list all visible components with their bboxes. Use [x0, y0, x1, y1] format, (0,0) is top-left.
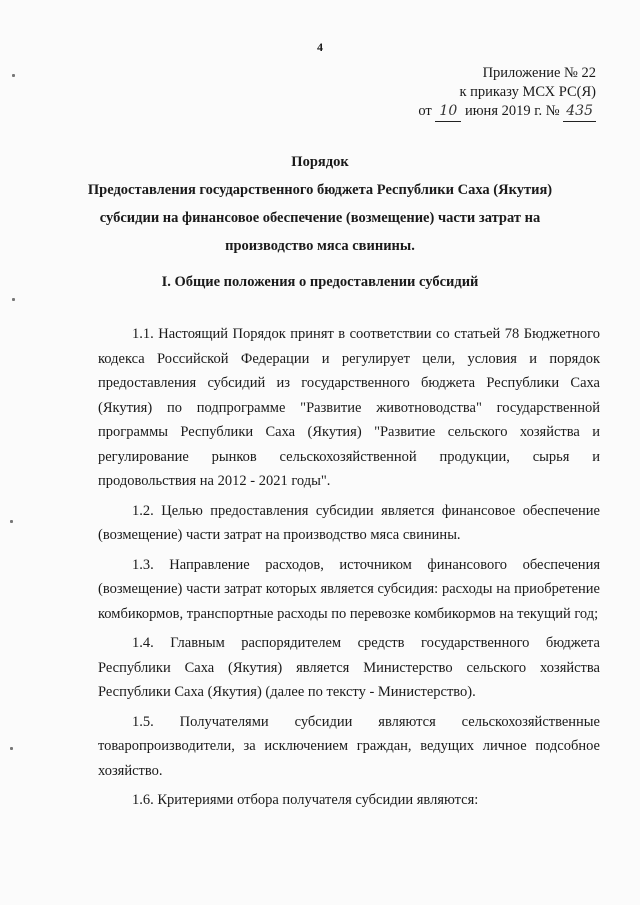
- appendix-block: [418, 64, 596, 122]
- scan-speck: [12, 74, 15, 77]
- paragraph-1-4: 1.4. Главным распорядителем средств государственного бюджета Республики Саха (Якутия) является Министерство сельского хозяйства Республики Саха (Якутия) (далее по тексту - Министерство).: [98, 635, 600, 700]
- appendix-order-number-handwritten: 435: [566, 103, 593, 119]
- document-body: [98, 322, 600, 818]
- title-line4: производство мяса свинины.: [225, 238, 415, 254]
- appendix-day-handwritten: 10: [439, 103, 458, 119]
- paragraph-1-2: 1.2. Целью предоставления субсидии является финансовое обеспечение (возмещение) части затрат на производство мяса свинины.: [98, 502, 600, 543]
- appendix-line1: Приложение № 22: [482, 65, 596, 81]
- appendix-date-rest: июня 2019 г. №: [464, 103, 560, 119]
- scan-speck: [12, 298, 15, 301]
- paragraph-1-5: 1.5. Получателями субсидии являются сельскохозяйственные товаропроизводители, за исключением граждан, ведущих личное подсобное хозяйство.: [98, 713, 600, 779]
- title-line2: Предоставления государственного бюджета Республики Саха (Якутия): [87, 182, 553, 198]
- page-number: 4: [317, 40, 323, 54]
- title-line1: Порядок: [291, 154, 349, 170]
- scan-speck: [10, 747, 13, 750]
- appendix-date-line: [418, 102, 596, 122]
- paragraph-1-6: 1.6. Критериями отбора получателя субсидии являются:: [132, 792, 479, 808]
- paragraph-1-1: 1.1. Настоящий Порядок принят в соответствии со статьей 78 Бюджетного кодекса Российской Федерации и регулирует цели, условия и порядок предоставления субсидий из государственного бюджета Республики Саха (Якутия) по подпрограмме "Развитие животноводства" государственной программы Республики Саха (Якутия) "Развитие сельского хозяйства и регулирование рынков сельскохозяйственной продукции, сырья и продовольствия на 2012 - 2021 годы".: [98, 326, 600, 489]
- section-heading: I. Общие положения о предоставлении субсидий: [161, 274, 479, 290]
- appendix-line2: к приказу МСХ РС(Я): [459, 84, 596, 100]
- paragraph-1-3: 1.3. Направление расходов, источником финансового обеспечения (возмещение) части затрат которых является субсидия: расходы на приобретение комбикормов, транспортные расходы по перевозке комбикормов на текущий год;: [98, 556, 600, 622]
- scan-speck: [10, 520, 13, 523]
- appendix-prefix: от: [418, 103, 432, 119]
- title-line3: субсидии на финансовое обеспечение (возмещение) части затрат на: [99, 210, 541, 226]
- document-title: [40, 148, 600, 260]
